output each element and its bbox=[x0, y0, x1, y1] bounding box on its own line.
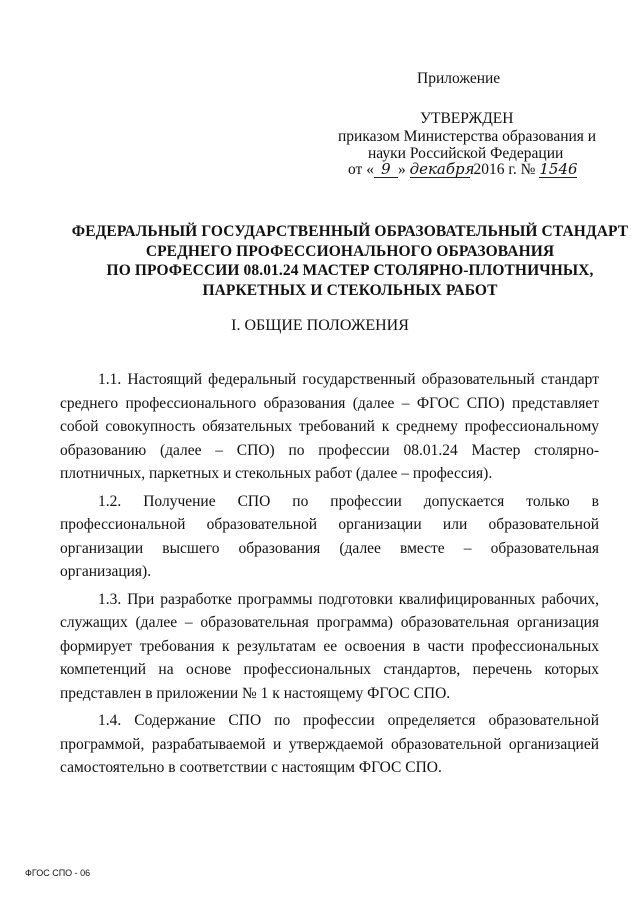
date-month-handwritten: декабря bbox=[409, 160, 475, 178]
order-line-1: приказом Министерства образования и bbox=[338, 128, 597, 145]
document-title bbox=[60, 222, 640, 300]
date-prefix: от « bbox=[348, 161, 374, 178]
date-day-handwritten: 9 bbox=[374, 161, 398, 178]
paragraph-1-3: 1.3. При разработке программы подготовки квалифицированных рабочих, служащих (далее – образовательная программа) образовательная организация формирует требования к результатам ее освоения в части профессиональных компетенций на основе профессиональных стандартов, перечень которых представлен в приложении № 1 к настоящему ФГОС СПО. bbox=[60, 590, 599, 702]
title-line-4: ПАРКЕТНЫХ И СТЕКОЛЬНЫХ РАБОТ bbox=[202, 281, 498, 299]
section-heading: I. ОБЩИЕ ПОЛОЖЕНИЯ bbox=[231, 317, 409, 334]
date-year: 2016 г. № bbox=[473, 161, 536, 178]
title-line-1: ФЕДЕРАЛЬНЫЙ ГОСУДАРСТВЕННЫЙ ОБРАЗОВАТЕЛЬНЫЙ СТАНДАРТ bbox=[71, 223, 629, 240]
paragraph-1-2: 1.2. Получение СПО по профессии допускается только в профессиональной образовательной организации или образовательной организации высшего образования (далее вместе – образовательная организация). bbox=[60, 492, 599, 580]
appendix-label: Приложение bbox=[417, 70, 501, 87]
paragraph-1-4: 1.4. Содержание СПО по профессии определяется образовательной программой, разрабатываемой и утверждаемой образовательной организацией самостоятельно в соответствии с настоящим ФГОС СПО. bbox=[60, 712, 599, 776]
title-line-2: СРЕДНЕГО ПРОФЕССИОНАЛЬНОГО ОБРАЗОВАНИЯ bbox=[145, 242, 555, 260]
approved-label: УТВЕРЖДЕН bbox=[420, 110, 514, 127]
order-number-handwritten: 1546 bbox=[539, 160, 578, 178]
document-body bbox=[60, 368, 599, 784]
title-line-3: ПО ПРОФЕССИИ 08.01.24 МАСТЕР СТОЛЯРНО-ПЛОТНИЧНЫХ, bbox=[106, 262, 594, 279]
date-mid: » bbox=[397, 161, 406, 178]
footer-code: ФГОС СПО - 06 bbox=[25, 868, 91, 878]
order-line-2: науки Российской Федерации bbox=[368, 145, 564, 162]
order-date-line bbox=[348, 161, 577, 179]
paragraph-1-1: 1.1. Настоящий федеральный государственный образовательный стандарт среднего профессионального образования (далее – ФГОС СПО) представляет собой совокупность обязательных требований к среднему профессиональному образованию (далее – СПО) по профессии 08.01.24 Мастер столярно-плотничных, паркетных и стекольных работ (далее – профессия). bbox=[60, 371, 599, 482]
